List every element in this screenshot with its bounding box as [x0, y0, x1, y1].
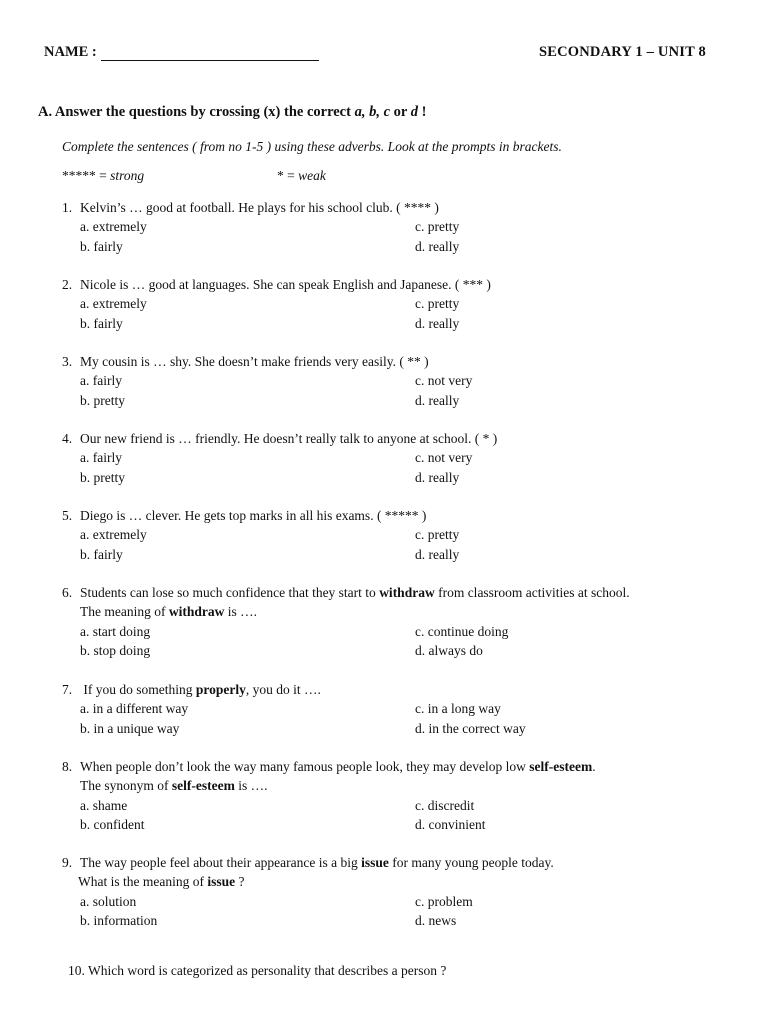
question-2: [62, 275, 742, 333]
option-a[interactable]: a. fairly: [80, 450, 122, 466]
question-text: Diego is … clever. He gets top marks in all his exams. ( ***** ): [80, 508, 427, 523]
option-a[interactable]: a. solution: [80, 893, 137, 909]
question-stem: [62, 680, 742, 699]
option-c[interactable]: c. continue doing: [415, 623, 509, 639]
question-3: [62, 352, 742, 410]
option-c[interactable]: c. pretty: [415, 219, 460, 235]
question-number: 4.: [62, 431, 73, 446]
legend-weak-word: weak: [298, 168, 326, 183]
legend-weak-stars: * =: [277, 168, 299, 183]
keyword: properly: [195, 682, 246, 697]
question-4: [62, 429, 742, 487]
keyword: withdraw: [168, 604, 225, 620]
option-a[interactable]: a. in a different way: [80, 701, 189, 717]
question-stem: [62, 757, 742, 776]
question-6: [62, 583, 742, 660]
question-number: 8.: [62, 759, 73, 774]
option-d[interactable]: d. really: [415, 469, 460, 485]
subline-end: is ….: [234, 778, 268, 794]
section-title-or: or: [390, 104, 411, 120]
keyword: self-esteem: [171, 778, 235, 794]
option-d[interactable]: d. really: [415, 546, 460, 562]
question-stem: [62, 429, 742, 448]
option-c[interactable]: c. pretty: [415, 296, 460, 312]
question-text: Kelvin’s … good at football. He plays for his school club. ( **** ): [80, 200, 439, 215]
question-text: If you do something: [80, 682, 196, 697]
option-a[interactable]: a. extremely: [80, 296, 147, 312]
question-text-end: .: [592, 759, 596, 774]
option-b[interactable]: b. stop doing: [80, 642, 151, 658]
option-c[interactable]: c. pretty: [415, 527, 460, 543]
keyword: issue: [361, 855, 389, 870]
question-text: Our new friend is … friendly. He doesn’t really talk to anyone at school. ( * ): [80, 431, 498, 446]
option-b[interactable]: b. fairly: [80, 238, 123, 254]
question-text: Nicole is … good at languages. She can speak English and Japanese. ( *** ): [80, 277, 491, 292]
legend-weak: [277, 168, 326, 184]
subline-text: What is the meaning of: [78, 874, 208, 890]
question-8: [62, 757, 742, 834]
option-c[interactable]: c. not very: [415, 450, 473, 466]
option-a[interactable]: a. extremely: [80, 527, 147, 543]
question-10: 10. Which word is categorized as personality that describes a person ?: [68, 963, 447, 978]
question-7: [62, 680, 742, 738]
option-d[interactable]: d. convinient: [415, 816, 486, 832]
section-title-letters: a, b, c: [354, 104, 391, 120]
option-a[interactable]: a. start doing: [80, 623, 151, 639]
question-subline: [62, 872, 742, 891]
option-b[interactable]: b. information: [80, 912, 158, 928]
question-text: The way people feel about their appearance is a big: [80, 855, 362, 870]
question-stem: [62, 853, 742, 872]
option-a[interactable]: a. extremely: [80, 219, 147, 235]
question-1: [62, 198, 742, 256]
subline-text: The synonym of: [80, 778, 172, 794]
option-d[interactable]: d. always do: [415, 642, 483, 658]
question-text-end: for many young people today.: [388, 855, 554, 870]
option-c[interactable]: c. discredit: [415, 797, 475, 813]
option-b[interactable]: b. pretty: [80, 392, 125, 408]
option-b[interactable]: b. fairly: [80, 315, 123, 331]
question-number: 6.: [62, 585, 73, 600]
question-9: [62, 853, 742, 930]
section-title: [38, 104, 426, 121]
option-d[interactable]: d. news: [415, 912, 457, 928]
subline-end: ?: [235, 874, 245, 890]
legend-strong-word: strong: [110, 168, 145, 183]
name-blank-line[interactable]: [101, 46, 319, 61]
question-subline: [62, 776, 742, 795]
option-d[interactable]: d. really: [415, 315, 460, 331]
instruction-text: Complete the sentences ( from no 1-5 ) using these adverbs. Look at the prompts in brackets.: [62, 139, 562, 154]
question-stem: [62, 352, 742, 371]
option-b[interactable]: b. pretty: [80, 469, 125, 485]
question-5: [62, 506, 742, 564]
section-title-d: d: [410, 104, 418, 120]
worksheet-header: [44, 44, 706, 66]
option-c[interactable]: c. problem: [415, 893, 473, 909]
question-number: 2.: [62, 277, 73, 292]
keyword: issue: [207, 874, 236, 890]
legend-strong-stars: ***** =: [62, 168, 111, 183]
question-text: My cousin is … shy. She doesn’t make friends very easily. ( ** ): [80, 354, 429, 369]
option-c[interactable]: c. not very: [415, 373, 473, 389]
keyword: withdraw: [379, 585, 435, 600]
option-c[interactable]: c. in a long way: [415, 701, 501, 717]
option-a[interactable]: a. fairly: [80, 373, 122, 389]
section-title-text: A. Answer the questions by crossing (x) the correct: [38, 104, 355, 120]
question-text-end: from classroom activities at school.: [434, 585, 630, 600]
question-text-end: , you do it ….: [245, 682, 321, 697]
option-b[interactable]: b. fairly: [80, 546, 123, 562]
legend: [62, 168, 462, 186]
question-number: 5.: [62, 508, 73, 523]
question-stem: [62, 275, 742, 294]
option-a[interactable]: a. shame: [80, 797, 128, 813]
section-title-end: !: [417, 104, 427, 120]
question-number: 7.: [62, 682, 73, 697]
legend-strong: [62, 168, 144, 184]
subline-text: The meaning of: [80, 604, 169, 620]
name-label: NAME :: [44, 44, 97, 60]
option-d[interactable]: d. really: [415, 392, 460, 408]
question-stem: [62, 583, 742, 602]
option-b[interactable]: b. in a unique way: [80, 720, 180, 736]
question-subline: [62, 602, 742, 621]
keyword: self-esteem: [529, 759, 593, 774]
question-stem: [62, 198, 742, 217]
unit-label: SECONDARY 1 – UNIT 8: [538, 44, 706, 60]
name-field: [44, 44, 319, 61]
question-number: 9.: [62, 855, 73, 870]
subline-end: is ….: [224, 604, 258, 620]
option-d[interactable]: d. in the correct way: [415, 720, 526, 736]
question-stem: [62, 506, 742, 525]
question-number: 1.: [62, 200, 73, 215]
question-text: When people don’t look the way many famous people look, they may develop low: [80, 759, 530, 774]
question-text: Students can lose so much confidence that they start to: [80, 585, 380, 600]
option-b[interactable]: b. confident: [80, 816, 145, 832]
option-d[interactable]: d. really: [415, 238, 460, 254]
question-number: 3.: [62, 354, 73, 369]
